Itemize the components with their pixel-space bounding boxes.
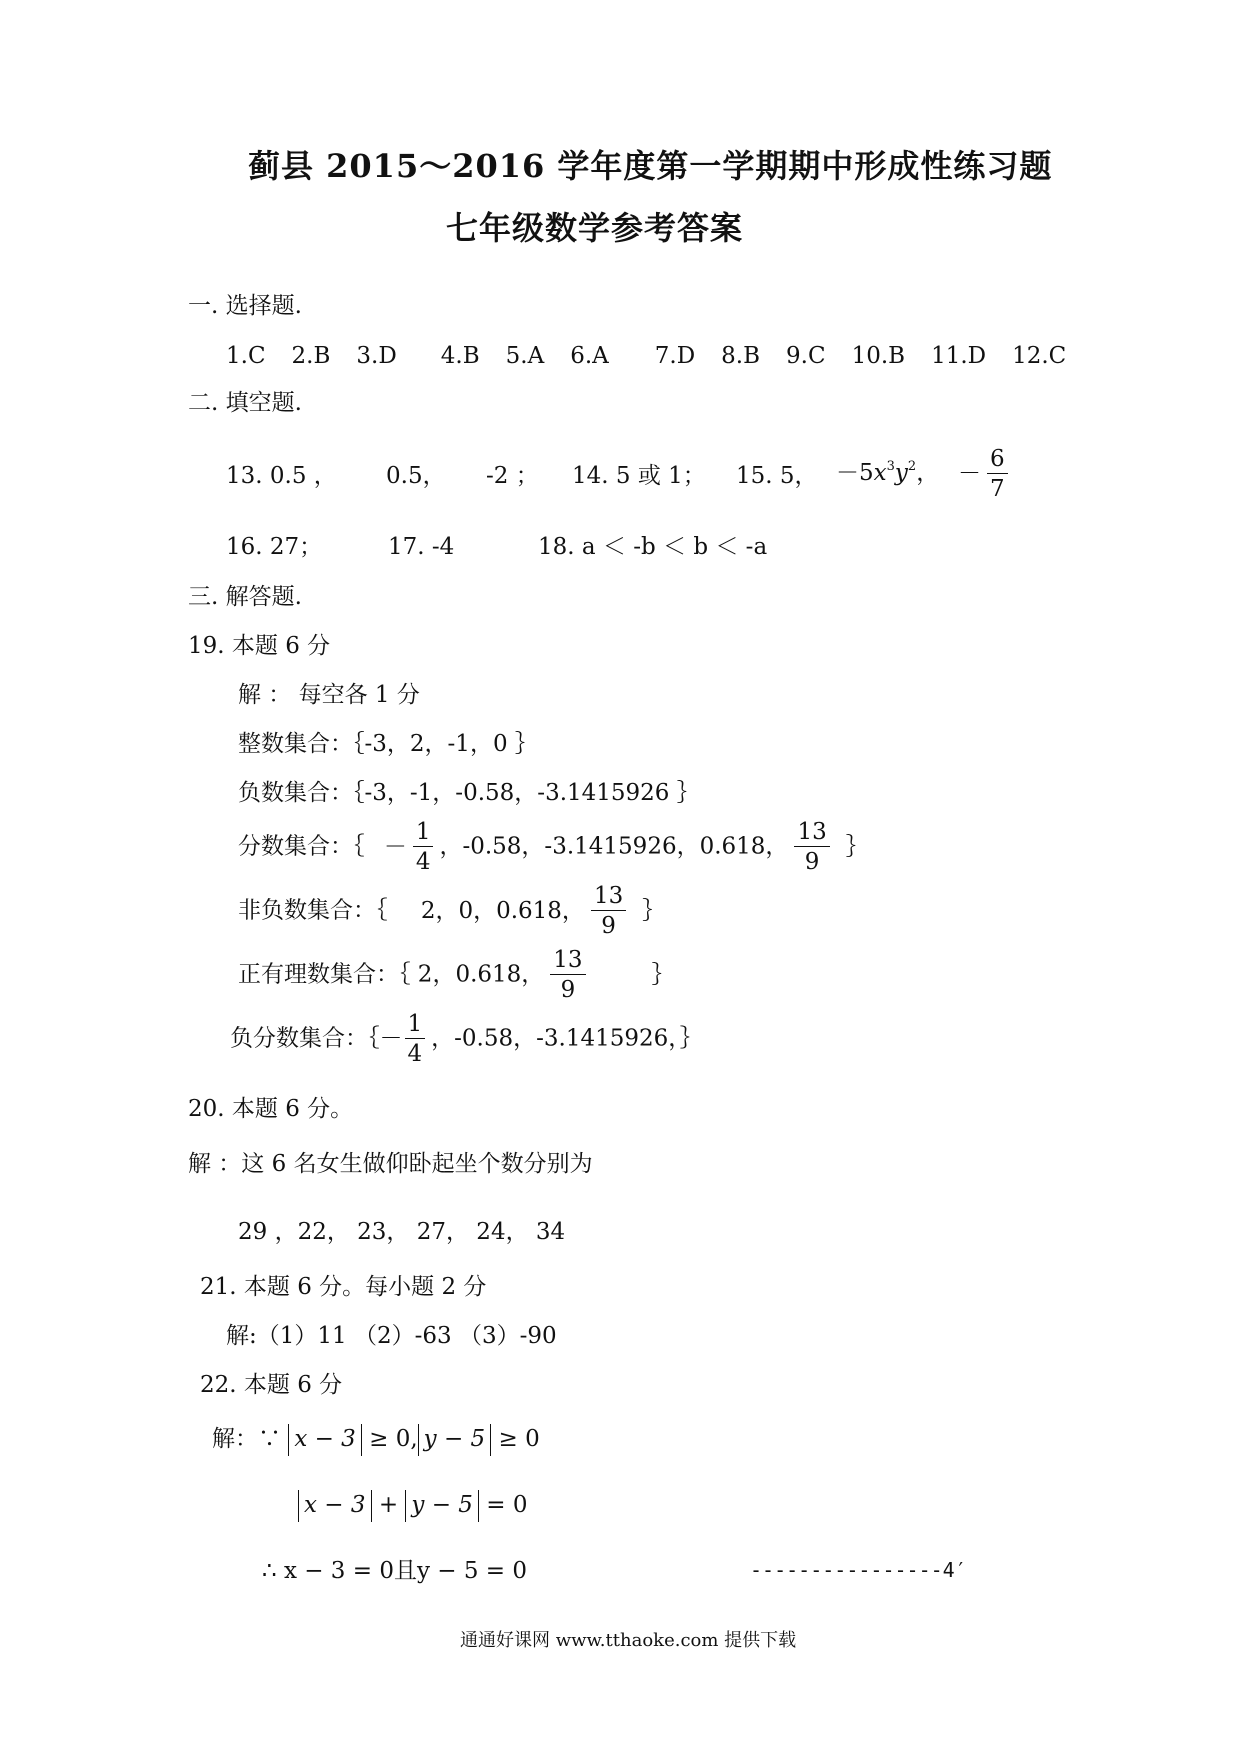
fraction-13-9 — [550, 948, 585, 1002]
answer-13c: -2 ； — [486, 463, 539, 489]
answer-14: 14. 5 或 1； — [572, 463, 706, 489]
q21-title: 21. 本题 6 分。每小题 2 分 — [200, 1274, 487, 1300]
ge-zero-2: ≥ 0 — [498, 1426, 540, 1452]
choice-answers — [226, 345, 1066, 368]
q21-answers: 解:（1）11 （2）-63 （3）-90 — [226, 1323, 557, 1349]
negfrac-mid: ，-0.58，-3.1415926，｝ — [431, 1025, 703, 1052]
numerator: 13 — [794, 820, 829, 847]
q20-title: 20. 本题 6 分。 — [188, 1096, 354, 1122]
q20-text: 解 ：这 6 名女生做仰卧起坐个数分别为 — [188, 1151, 593, 1177]
neg-sign: － — [383, 833, 407, 860]
denominator: 9 — [804, 849, 820, 876]
nonneg-label: 非负数集合：｛ — [238, 897, 388, 924]
q19-negative-fractions — [230, 1012, 703, 1066]
exp-x: 3 — [886, 459, 895, 474]
answer-15-expression — [836, 459, 940, 486]
q19-fractions — [238, 820, 869, 874]
q22-line1 — [212, 1424, 540, 1456]
answer-15: 15. 5， — [736, 463, 818, 489]
numerator: 1 — [413, 820, 434, 847]
denominator: 9 — [560, 977, 576, 1004]
choice-answer: 6.A — [570, 343, 609, 369]
abs-x-minus-3: x − 3 — [288, 1424, 362, 1456]
var-y: y — [894, 460, 908, 486]
numerator: 13 — [591, 884, 626, 911]
page-subtitle: 七年级数学参考答案 — [446, 209, 744, 247]
section-heading-solve: 三. 解答题. — [188, 584, 302, 610]
abs-y-minus-5: y − 5 — [405, 1490, 479, 1522]
q22-line2 — [298, 1490, 527, 1522]
negfrac-label: 负分数集合：｛－ — [230, 1025, 403, 1052]
fraction-13-9 — [794, 820, 829, 874]
numerator: 1 — [405, 1012, 426, 1039]
fractions-end: ｝ — [845, 833, 869, 860]
choice-answer: 10.B — [851, 343, 906, 369]
choice-answer: 8.B — [721, 343, 761, 369]
choice-answer: 7.D — [654, 343, 696, 369]
sep: ， — [916, 460, 940, 486]
denominator: 4 — [407, 1041, 423, 1068]
plus: + — [378, 1492, 399, 1518]
ge-zero-1: ≥ 0, — [369, 1426, 418, 1452]
choice-answer: 1.C — [226, 343, 266, 369]
nonneg-mid: 2，0，0.618， — [420, 897, 585, 924]
choice-answer: 12.C — [1012, 343, 1067, 369]
q20-values: 29 ，22， 23， 27， 24， 34 — [238, 1219, 566, 1245]
q19-note: 解 ： 每空各 1 分 — [238, 682, 420, 708]
fraction-13-9 — [591, 884, 626, 938]
section-heading-choice: 一. 选择题. — [188, 293, 302, 319]
q19-integers: 整数集合：｛-3，2，-1，0 ｝ — [238, 731, 538, 757]
numerator: 6 — [987, 447, 1008, 474]
denominator: 9 — [601, 913, 616, 940]
coef: －5 — [836, 460, 874, 486]
fractions-label: 分数集合：｛ — [238, 833, 365, 860]
abs-x-minus-3: x − 3 — [298, 1490, 372, 1522]
choice-answer: 3.D — [356, 343, 397, 369]
answer-13b: 0.5， — [386, 463, 446, 489]
q19-negatives: 负数集合：｛-3，-1，-0.58，-3.1415926 ｝ — [238, 780, 700, 806]
choice-answer: 5.A — [505, 343, 545, 369]
fraction-6-7 — [987, 447, 1008, 501]
neg-sign: － — [958, 460, 981, 487]
denominator: 4 — [415, 849, 431, 876]
choice-answer: 9.C — [786, 343, 826, 369]
q19-title: 19. 本题 6 分 — [188, 633, 331, 659]
q22-line3: ∴ x − 3 = 0且y − 5 = 0 — [262, 1558, 528, 1584]
answer-18: 18. a ＜ -b ＜ b ＜ -a — [538, 534, 768, 560]
page-title: 蓟县 2015～2016 学年度第一学期期中形成性练习题 — [248, 147, 1053, 185]
eq-zero: = 0 — [486, 1492, 528, 1518]
answer-16: 16. 27； — [226, 534, 323, 560]
q22-title: 22. 本题 6 分 — [200, 1372, 343, 1398]
exp-y: 2 — [907, 459, 917, 474]
q19-positive-rationals — [238, 948, 675, 1002]
choice-answer: 4.B — [440, 343, 480, 369]
q22-solve-label: 解：∵ — [212, 1426, 281, 1452]
denominator: 7 — [990, 476, 1005, 503]
var-x: x — [873, 460, 887, 486]
choice-answer: 2.B — [291, 343, 331, 369]
posrat-end: ｝ — [651, 961, 675, 988]
q19-nonnegatives — [238, 884, 665, 938]
fraction-1-4 — [413, 820, 434, 874]
numerator: 13 — [550, 948, 585, 975]
fractions-mid: ，-0.58，-3.1415926，0.618， — [439, 833, 789, 860]
choice-answer: 11.D — [931, 343, 987, 369]
answer-13: 13. 0.5 ， — [226, 463, 337, 489]
section-heading-fill: 二. 填空题. — [188, 390, 302, 416]
answer-17: 17. -4 — [388, 534, 455, 560]
answer-15-fraction — [958, 447, 1014, 501]
posrat-label: 正有理数集合：｛ 2，0.618， — [238, 961, 545, 988]
q22-score-mark: ----------------4′ — [750, 1558, 967, 1582]
fraction-1-4 — [405, 1012, 426, 1066]
page-footer: 通通好课网 www.tthaoke.com 提供下载 — [460, 1630, 797, 1651]
nonneg-end: ｝ — [642, 897, 666, 924]
abs-y-minus-5: y − 5 — [418, 1424, 492, 1456]
